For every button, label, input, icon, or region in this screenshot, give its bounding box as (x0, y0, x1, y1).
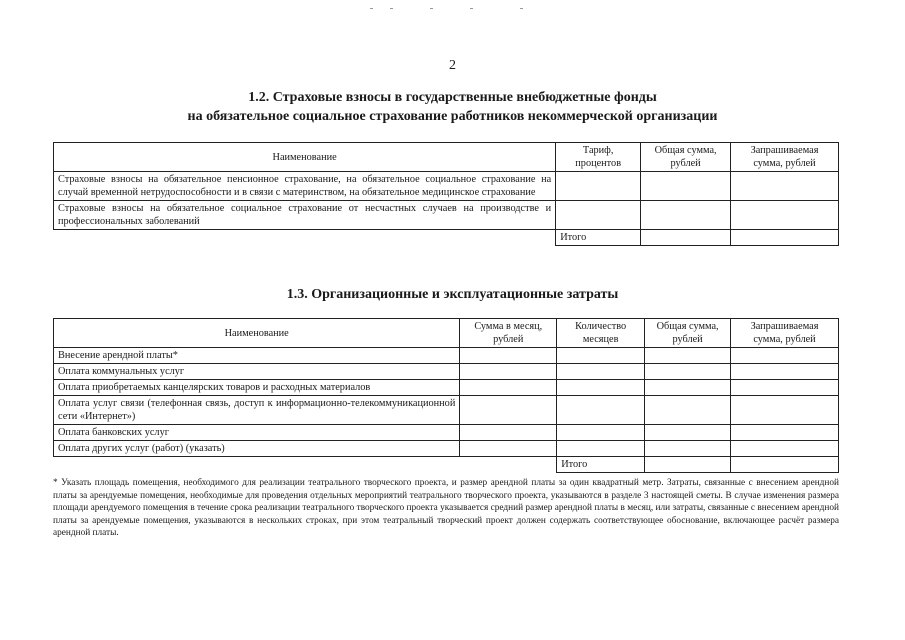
total-label: Итого (557, 457, 645, 473)
total-spacer (54, 230, 556, 246)
cell-requested-sum (731, 230, 839, 246)
table-row (54, 364, 839, 380)
table-header-row (54, 143, 839, 172)
cell-rate (556, 172, 641, 201)
cell-total-sum (641, 201, 731, 230)
row-name: Страховые взносы на обязательное социальное страхование от несчастных случаев на производстве и профессиональных заболеваний (54, 201, 556, 230)
section-title-line-2: на обязательное социальное страхование работников некоммерческой организации (187, 109, 718, 124)
header-requested-sum: Запрашиваемая сумма, рублей (731, 319, 839, 348)
cell-requested-sum (731, 201, 839, 230)
total-row (54, 230, 839, 246)
section-title-line-1: 1.2. Страховые взносы в государственные внебюджетные фонды (248, 90, 657, 105)
table-row (54, 348, 839, 364)
cell-total-sum (645, 457, 731, 473)
cell-requested-sum (731, 348, 839, 364)
cell-total-sum (645, 364, 731, 380)
header-total-sum: Общая сумма, рублей (645, 319, 731, 348)
cell-monthly-sum (460, 348, 557, 364)
header-requested-sum: Запрашиваемая сумма, рублей (731, 143, 839, 172)
header-monthly-sum: Сумма в месяц, рублей (460, 319, 557, 348)
table-row (54, 441, 839, 457)
section-title-operational: 1.3. Организационные и эксплуатационные затраты (286, 287, 619, 302)
table-row (54, 396, 839, 425)
section-title-insurance (0, 88, 905, 126)
cell-monthly-sum (460, 425, 557, 441)
row-name: Оплата услуг связи (телефонная связь, доступ к информационно-телекоммуникационной сети «Интернет») (54, 396, 460, 425)
scan-speck (520, 8, 523, 9)
table-row (54, 201, 839, 230)
cell-months-count (557, 348, 645, 364)
cell-monthly-sum (460, 396, 557, 425)
header-months-count: Количество месяцев (557, 319, 645, 348)
cell-total-sum (645, 380, 731, 396)
cell-requested-sum (731, 441, 839, 457)
footnote: * Указать площадь помещения, необходимого для реализации театрального творческого проекта, и размер арендной платы за один квадратный метр. Затраты, связанные с внесением арендной платы за арендуемые помещения, необходимые для проведения отдельных мероприятий театрального творческого проекта, указываются в разделе 3 настоящей сметы. В случае изменения размера площади арендуемого помещения в течение срока реализации театрального творческого проекта указывается средний размер арендной платы в месяц, или затраты, связанные с внесением арендной платы за арендуемые помещения, указываются в нескольких строках, при этом театральный творческий проект должен содержать соответствующее обоснование, включающее расчёт размера арендной платы. (53, 478, 839, 538)
cell-rate (556, 201, 641, 230)
cell-requested-sum (731, 425, 839, 441)
row-name: Оплата приобретаемых канцелярских товаров и расходных материалов (54, 380, 460, 396)
header-name: Наименование (54, 319, 460, 348)
scan-speck (470, 8, 473, 9)
cell-total-sum (641, 230, 731, 246)
cell-monthly-sum (460, 380, 557, 396)
cell-monthly-sum (460, 441, 557, 457)
scan-speck (430, 8, 433, 9)
insurance-table (53, 142, 839, 246)
total-label: Итого (556, 230, 641, 246)
cell-total-sum (645, 396, 731, 425)
cell-months-count (557, 441, 645, 457)
table-row (54, 425, 839, 441)
cell-total-sum (645, 441, 731, 457)
cell-months-count (557, 364, 645, 380)
header-total-sum: Общая сумма, рублей (641, 143, 731, 172)
table-row (54, 172, 839, 201)
cell-months-count (557, 380, 645, 396)
scan-speck (370, 8, 373, 9)
cell-total-sum (641, 172, 731, 201)
cell-requested-sum (731, 364, 839, 380)
cell-total-sum (645, 425, 731, 441)
row-name: Оплата банковских услуг (54, 425, 460, 441)
page-number: 2 (449, 58, 456, 73)
header-rate: Тариф, процентов (556, 143, 641, 172)
row-name: Оплата коммунальных услуг (54, 364, 460, 380)
cell-requested-sum (731, 172, 839, 201)
operational-costs-table (53, 318, 839, 473)
total-spacer (460, 457, 557, 473)
row-name: Оплата других услуг (работ) (указать) (54, 441, 460, 457)
total-row (54, 457, 839, 473)
cell-monthly-sum (460, 364, 557, 380)
row-name: Страховые взносы на обязательное пенсионное страхование, на обязательное социальное страхование на случай временной нетрудоспособности и в связи с материнством, на обязательное медицинское страхование (54, 172, 556, 201)
scan-speck (390, 8, 393, 9)
table-header-row (54, 319, 839, 348)
header-name: Наименование (54, 143, 556, 172)
cell-months-count (557, 425, 645, 441)
cell-requested-sum (731, 457, 839, 473)
cell-requested-sum (731, 396, 839, 425)
cell-months-count (557, 396, 645, 425)
table-row (54, 380, 839, 396)
cell-requested-sum (731, 380, 839, 396)
row-name: Внесение арендной платы* (54, 348, 460, 364)
total-spacer (54, 457, 460, 473)
cell-total-sum (645, 348, 731, 364)
